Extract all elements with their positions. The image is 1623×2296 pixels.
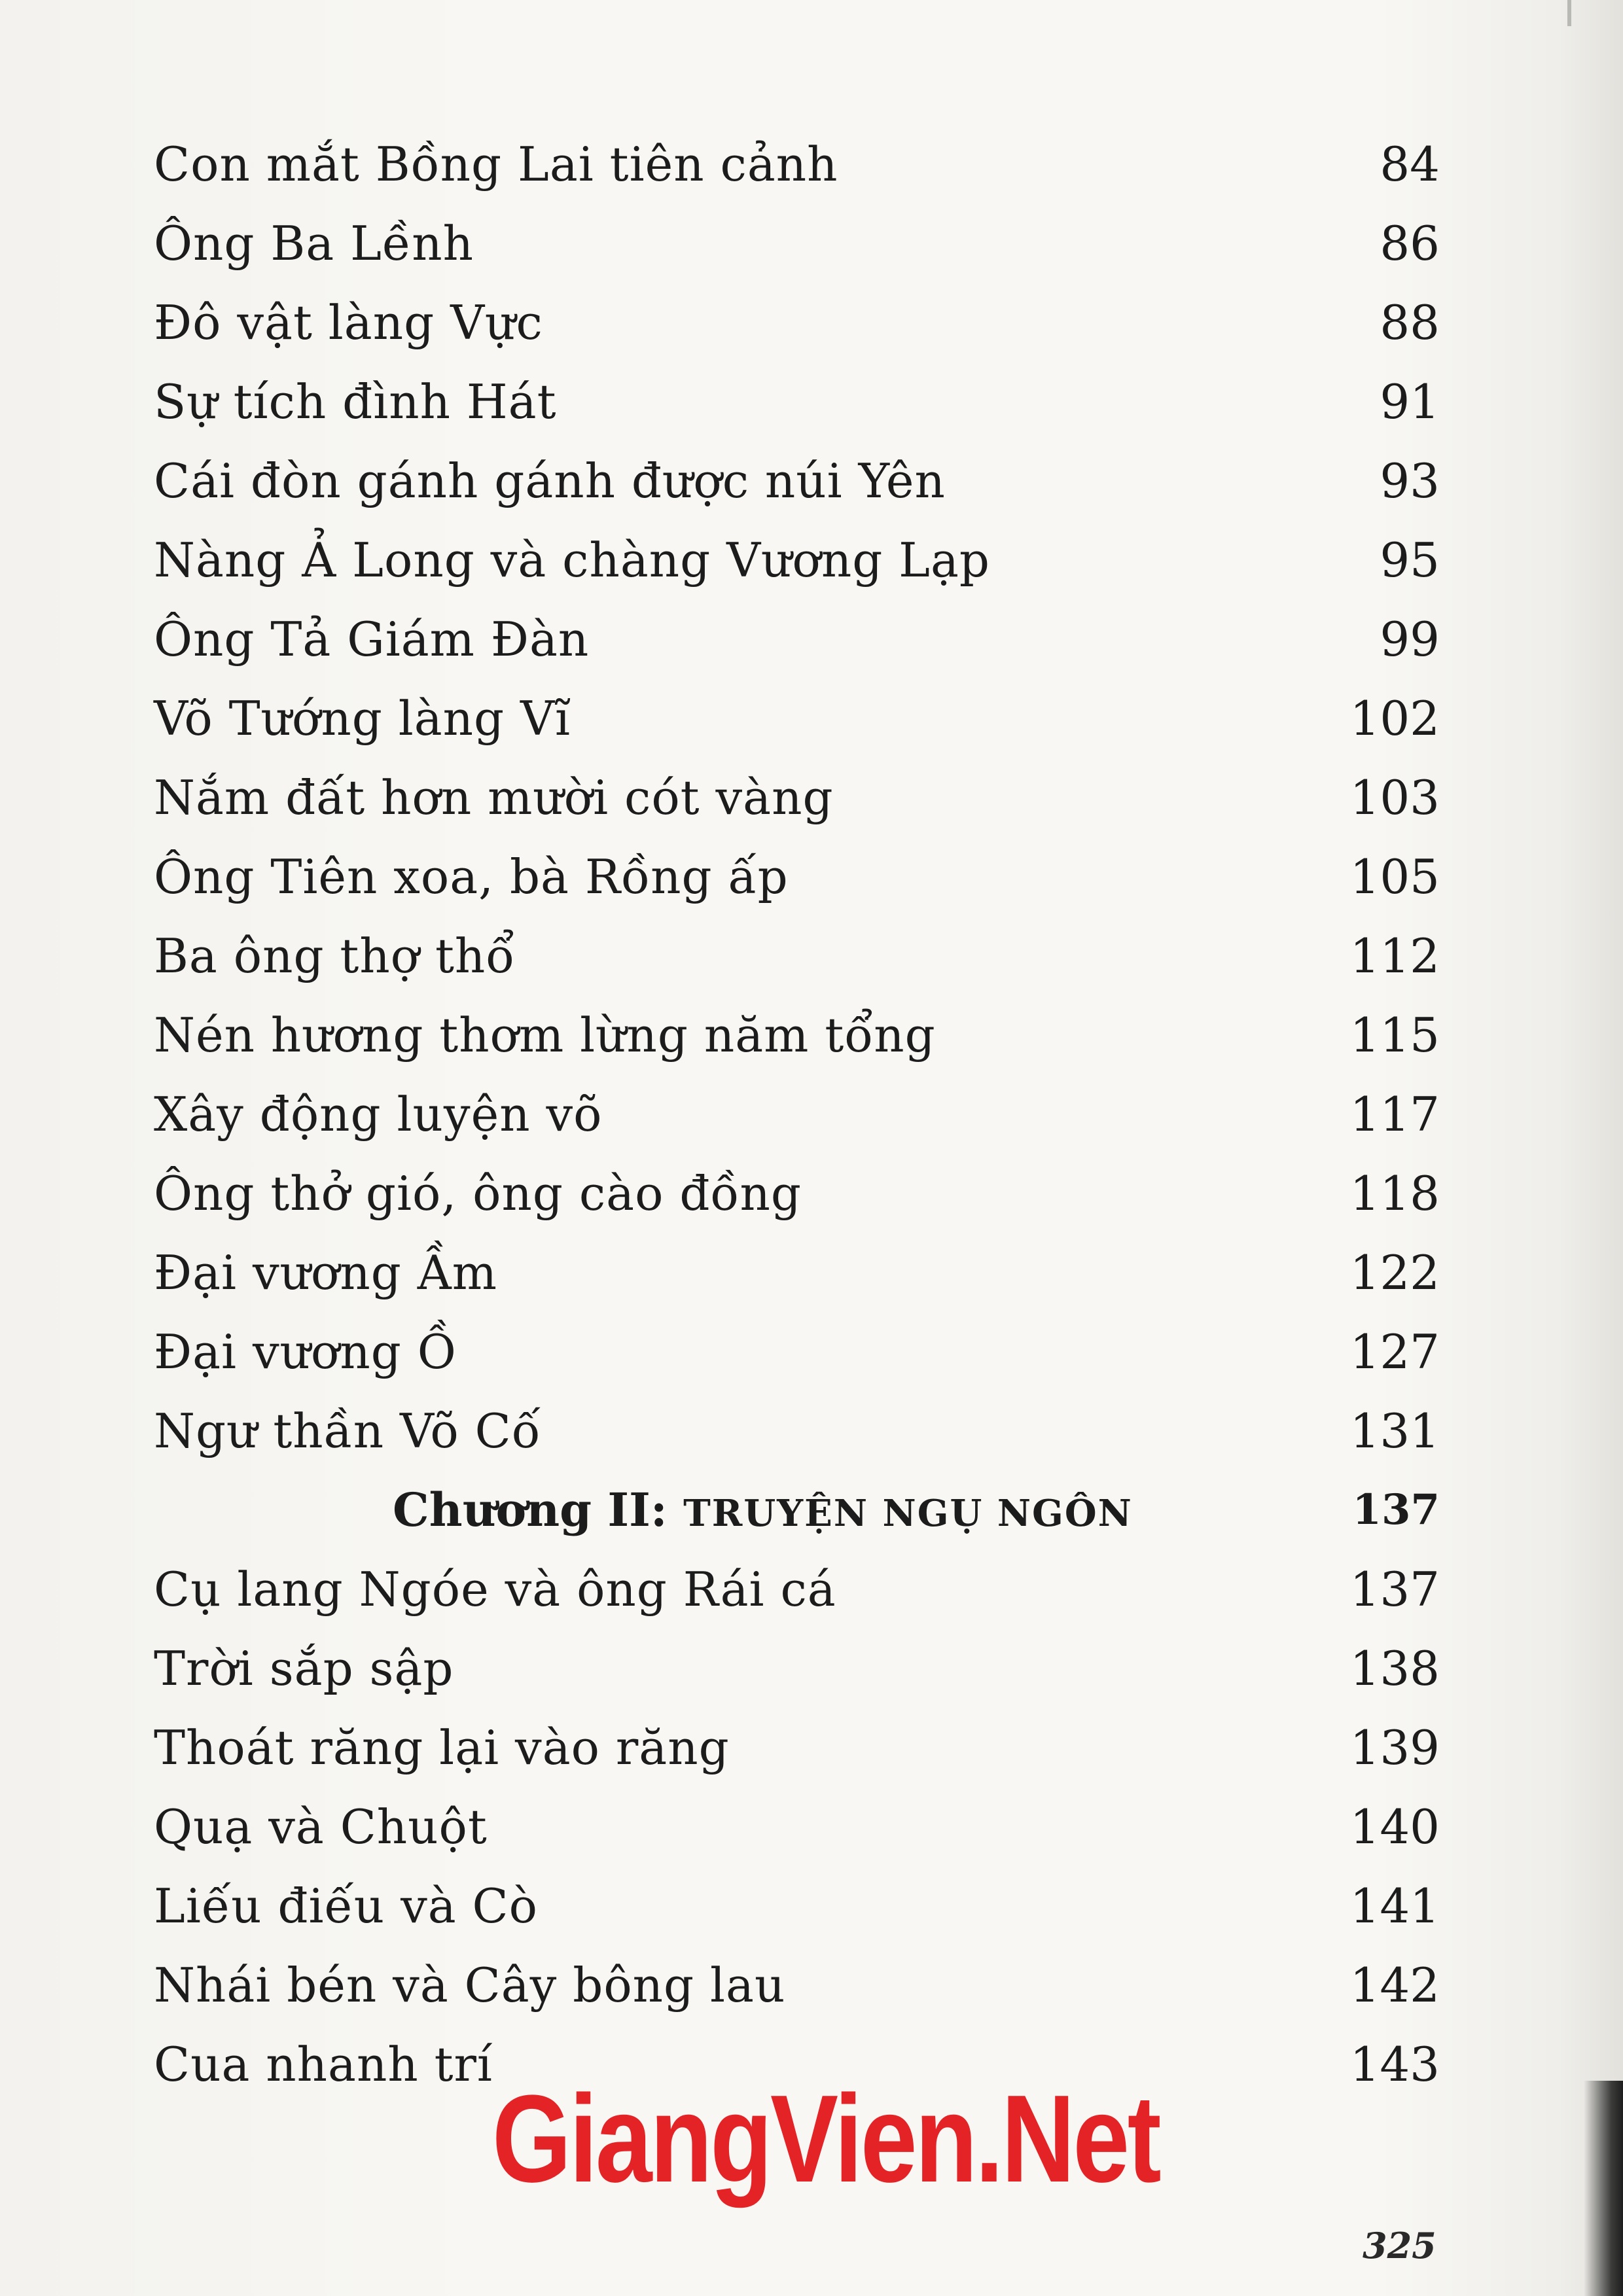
chapter-prefix: Chương II: <box>393 1483 684 1537</box>
toc-entry <box>154 1708 1440 1787</box>
toc-entry-title: Đại vương Ồ <box>154 1324 457 1379</box>
toc-entry-page: 95 <box>1380 532 1440 588</box>
toc-entry-title: Cái đòn gánh gánh được núi Yên <box>154 453 946 508</box>
toc-entry-title: Nhái bén và Cây bông lau <box>154 1957 786 2013</box>
toc-entry <box>154 758 1440 837</box>
toc-entry-title: Võ Tướng làng Vĩ <box>154 690 571 746</box>
toc-entry <box>154 1945 1440 2024</box>
toc-entry <box>154 995 1440 1074</box>
toc-entry <box>154 520 1440 599</box>
toc-entry <box>154 837 1440 916</box>
table-of-contents <box>154 124 1440 2104</box>
toc-entry-page: 88 <box>1380 294 1440 350</box>
toc-entry-page: 112 <box>1349 928 1440 983</box>
toc-entry-page: 138 <box>1349 1640 1440 1696</box>
chapter-title <box>393 1483 1133 1537</box>
page-edge-shadow <box>1584 2081 1623 2296</box>
toc-entry-page: 140 <box>1349 1799 1440 1854</box>
toc-entry-page: 86 <box>1380 215 1440 271</box>
toc-entry-title: Ba ông thợ thổ <box>154 928 516 983</box>
toc-entry-title: Ông Ba Lềnh <box>154 215 474 271</box>
toc-entry <box>154 599 1440 679</box>
toc-entry-page: 142 <box>1349 1957 1440 2013</box>
toc-entry-page: 115 <box>1349 1007 1440 1063</box>
toc-entry <box>154 1233 1440 1312</box>
toc-entry-title: Nén hương thơm lừng năm tổng <box>154 1007 936 1063</box>
page-number: 325 <box>1363 2225 1436 2267</box>
chapter-heading <box>154 1470 1440 1549</box>
toc-entry-title: Đô vật làng Vực <box>154 294 543 350</box>
toc-entry-page: 84 <box>1380 136 1440 192</box>
toc-entry-page: 103 <box>1349 769 1440 825</box>
toc-entry-page: 102 <box>1349 690 1440 746</box>
chapter-name: TRUYỆN NGỤ NGÔN <box>683 1492 1133 1535</box>
toc-entry-page: 131 <box>1349 1403 1440 1458</box>
toc-entry-page: 93 <box>1380 453 1440 508</box>
toc-entry-title: Thoát răng lại vào răng <box>154 1720 730 1775</box>
toc-entry-page: 137 <box>1349 1561 1440 1617</box>
toc-entry-title: Quạ và Chuột <box>154 1799 488 1854</box>
chapter-page-number: 137 <box>1352 1485 1440 1534</box>
toc-entry-title: Đại vương Ầm <box>154 1245 497 1300</box>
toc-entry-title: Ông Tả Giám Đàn <box>154 611 590 667</box>
toc-entry-title: Con mắt Bồng Lai tiên cảnh <box>154 136 838 192</box>
toc-entry <box>154 1154 1440 1233</box>
toc-entry-title: Xây động luyện võ <box>154 1086 603 1142</box>
toc-entry <box>154 362 1440 441</box>
toc-entry-page: 91 <box>1380 374 1440 429</box>
toc-entry-title: Ông thở gió, ông cào đồng <box>154 1165 802 1221</box>
toc-entry <box>154 1391 1440 1470</box>
toc-entry-page: 141 <box>1349 1878 1440 1934</box>
toc-entry <box>154 1312 1440 1391</box>
toc-entry-page: 127 <box>1349 1324 1440 1379</box>
toc-entry <box>154 124 1440 203</box>
toc-entry <box>154 1074 1440 1154</box>
toc-entry-page: 143 <box>1349 2036 1440 2092</box>
watermark-logo: GiangVien.Net <box>492 2070 1160 2208</box>
toc-entry <box>154 283 1440 362</box>
toc-entry <box>154 1787 1440 1866</box>
toc-entry-title: Cụ lang Ngóe và ông Rái cá <box>154 1561 836 1617</box>
toc-entry-title: Nắm đất hơn mười cót vàng <box>154 769 834 825</box>
toc-entry-page: 117 <box>1349 1086 1440 1142</box>
toc-entry <box>154 1866 1440 1945</box>
toc-entry <box>154 916 1440 995</box>
toc-entry-page: 122 <box>1349 1245 1440 1300</box>
toc-entry <box>154 441 1440 520</box>
toc-entry-title: Sự tích đình Hát <box>154 374 557 429</box>
toc-entry <box>154 1549 1440 1629</box>
toc-entry-title: Ngư thần Võ Cố <box>154 1403 541 1458</box>
toc-entry-title: Liếu điếu và Cò <box>154 1878 538 1934</box>
toc-entry-title: Nàng Ả Long và chàng Vương Lạp <box>154 532 991 588</box>
toc-entry <box>154 1629 1440 1708</box>
toc-entry-title: Ông Tiên xoa, bà Rồng ấp <box>154 849 789 904</box>
binding-mark <box>1567 0 1571 26</box>
toc-entry-page: 118 <box>1349 1165 1440 1221</box>
toc-entry <box>154 203 1440 283</box>
toc-entry-title: Cua nhanh trí <box>154 2036 493 2092</box>
toc-entry-page: 105 <box>1349 849 1440 904</box>
toc-entry <box>154 679 1440 758</box>
toc-entry-title: Trời sắp sập <box>154 1640 454 1696</box>
toc-entry-page: 139 <box>1349 1720 1440 1775</box>
toc-entry-page: 99 <box>1380 611 1440 667</box>
